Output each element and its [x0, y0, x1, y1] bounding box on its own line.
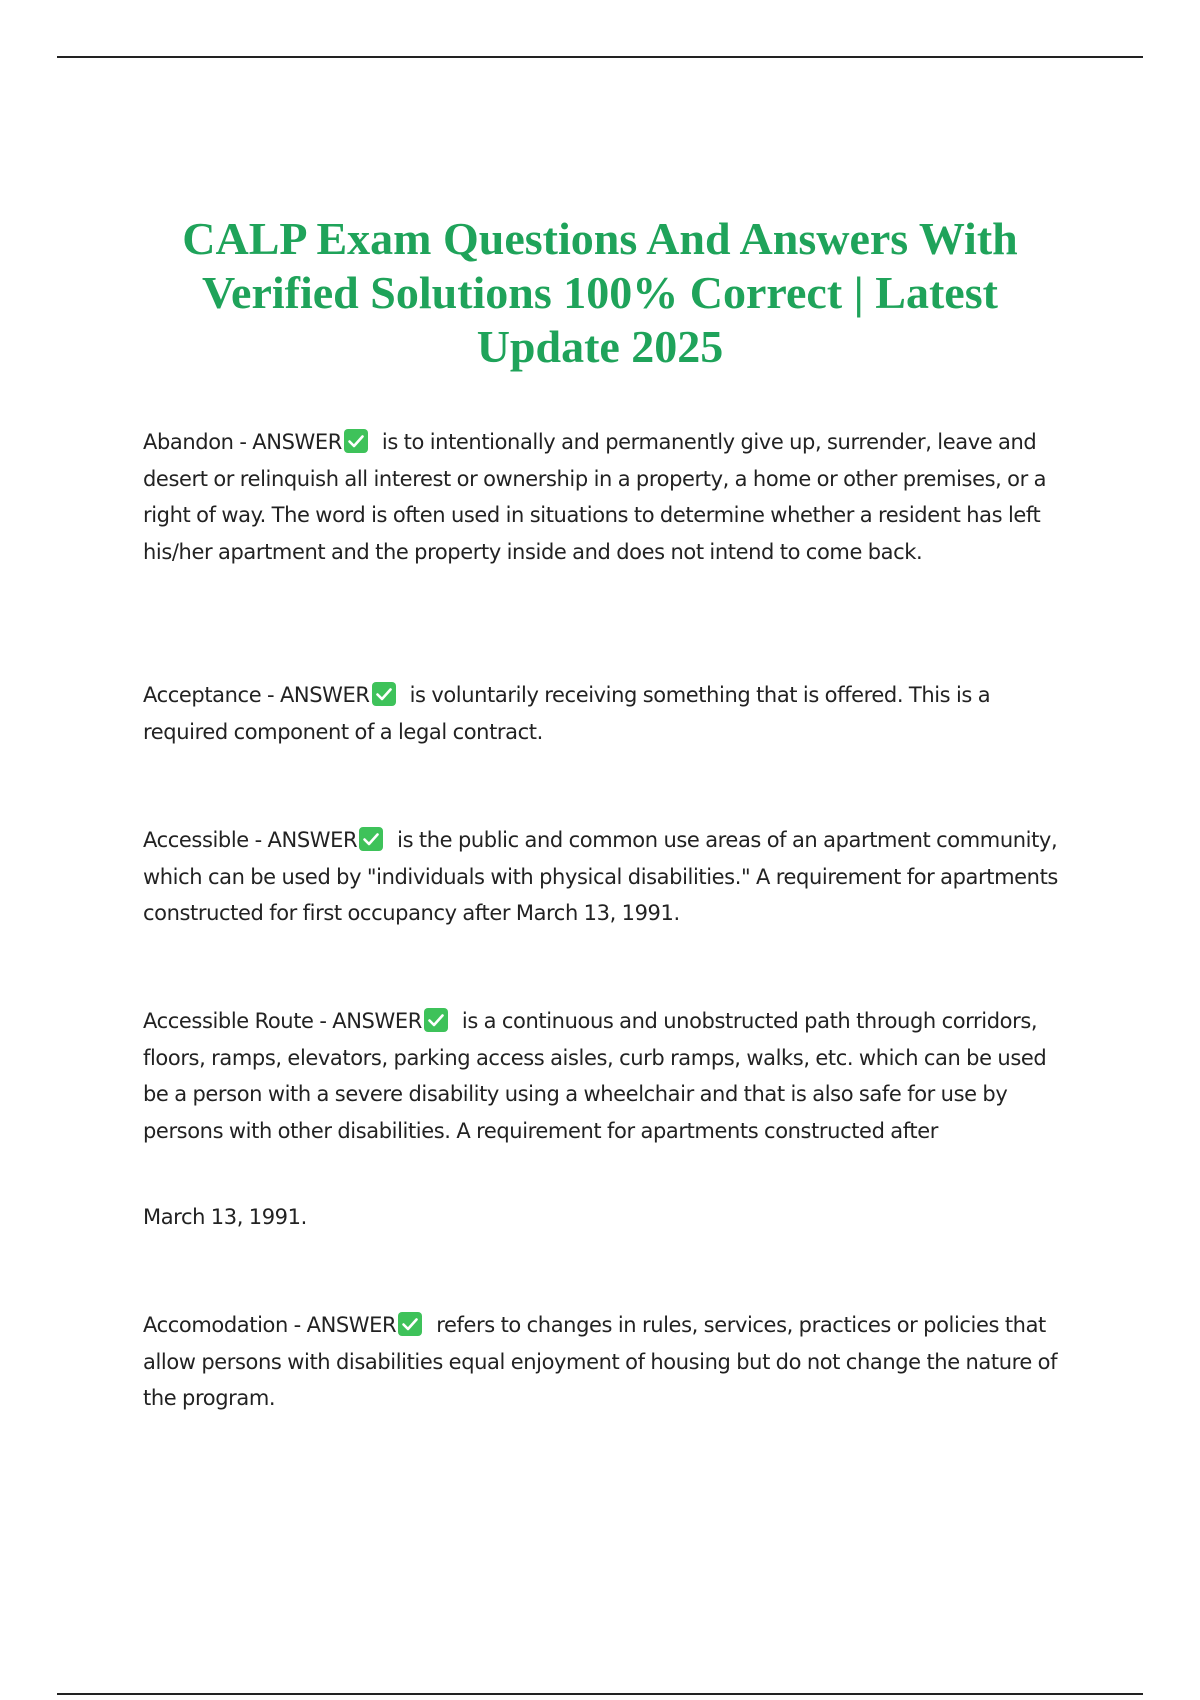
- entry-term: Abandon: [143, 430, 234, 454]
- entry-accessible: [143, 822, 1063, 932]
- bottom-rule: [57, 1693, 1143, 1695]
- document-title: CALP Exam Questions And Answers With Verified Solutions 100% Correct | Latest Update 2025: [182, 213, 1018, 372]
- checkmark-icon: [359, 827, 383, 851]
- entry-accomodation: [143, 1307, 1063, 1417]
- entry-definition: is to intentionally and permanently give up, surrender, leave and desert or relinquish all interest or ownership in a property, a home or other premises, or a right of way. The word is often used in situations to determine whether a resident has left his/her apartment and the property inside and does not intend to come back.: [143, 430, 1047, 564]
- entry-definition: is a continuous and unobstructed path through corridors, floors, ramps, elevators, parking access aisles, curb ramps, walks, etc. which can be used be a person with a severe disability using a wheelchair and that is also safe for use by persons with other disabilities. A requirement for apartments constructed after: [143, 1009, 1047, 1143]
- entry-definition: is voluntarily receiving something that is offered. This is a required component of a legal contract.: [143, 683, 991, 744]
- entry-term: Accessible: [143, 828, 249, 852]
- answer-label: - ANSWER: [248, 828, 358, 852]
- answer-label: - ANSWER: [313, 1009, 422, 1033]
- checkmark-icon: [398, 1312, 422, 1336]
- entry-definition: is the public and common use areas of an apartment community, which can be used by "individuals with physical disabilities." A requirement for apartments constructed for first occupancy after March 13, 1991.: [143, 828, 1058, 925]
- answer-label: - ANSWER: [261, 683, 370, 707]
- answer-label: - ANSWER: [233, 430, 342, 454]
- entry-accessible-route: [143, 1003, 1063, 1149]
- checkmark-icon: [344, 429, 368, 453]
- entry-continuation: March 13, 1991.: [143, 1205, 307, 1229]
- entry-term: Acceptance: [143, 683, 262, 707]
- entry-term: Accomodation: [143, 1313, 288, 1337]
- answer-label: - ANSWER: [287, 1313, 397, 1337]
- checkmark-icon: [372, 682, 396, 706]
- top-rule: [57, 56, 1143, 58]
- entry-term: Accessible Route: [143, 1009, 314, 1033]
- entry-definition: refers to changes in rules, services, practices or policies that allow persons with disabilities equal enjoyment of housing but do not change the nature of the program.: [143, 1313, 1058, 1410]
- entry-abandon: [143, 424, 1063, 570]
- checkmark-icon: [424, 1008, 448, 1032]
- entry-acceptance: [143, 677, 1063, 750]
